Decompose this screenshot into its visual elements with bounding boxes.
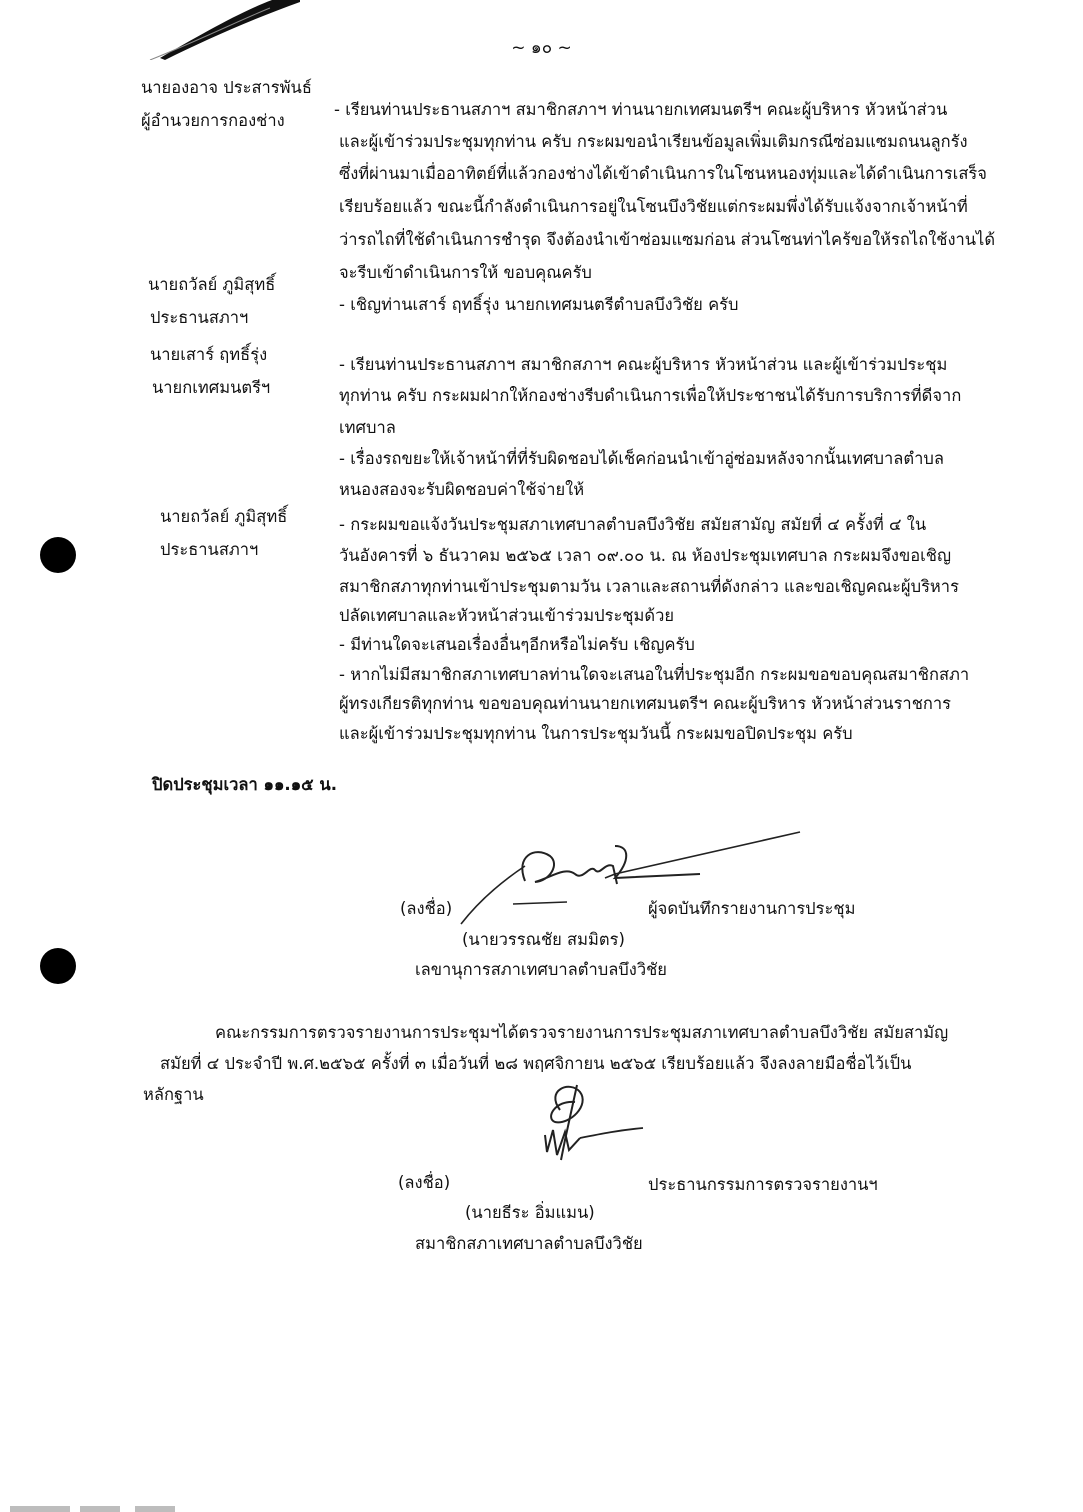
body-line: ผู้ทรงเกียรติทุกท่าน ขอขอบคุณท่านนายกเทศมนตรีฯ คณะผู้บริหาร หัวหน้าส่วนราชการ	[339, 694, 952, 713]
speaker-role: ประธานสภาฯ	[150, 308, 249, 327]
body-line: หนองสองจะรับผิดชอบค่าใช้จ่ายให้	[339, 480, 585, 499]
signer-position: เลขานุการสภาเทศบาลตำบลบึงวิชัย	[415, 960, 667, 979]
punch-hole-bottom	[40, 948, 76, 984]
body-line: ปลัดเทศบาลและหัวหน้าส่วนเข้าร่วมประชุมด้วย	[339, 606, 675, 625]
sign-label: (ลงชื่อ)	[398, 1173, 451, 1192]
body-line: - เรื่องรถขยะให้เจ้าหน้าที่ที่รับผิดชอบได้เช็คก่อนนำเข้าอู่ซ่อมหลังจากนั้นเทศบาลตำบล	[339, 449, 944, 468]
body-line: จะรีบเข้าดำเนินการให้ ขอบคุณครับ	[339, 263, 592, 282]
committee-text: คณะกรรมการตรวจรายงานการประชุมฯได้ตรวจรายงานการประชุมสภาเทศบาลตำบลบึงวิชัย สมัยสามัญ	[215, 1023, 949, 1042]
body-line: ทุกท่าน ครับ กระผมฝากให้กองช่างรีบดำเนินการเพื่อให้ประชาชนได้รับการบริการที่ดีจาก	[339, 386, 962, 405]
body-line: และผู้เข้าร่วมประชุมทุกท่าน ในการประชุมวันนี้ กระผมขอปิดประชุม ครับ	[339, 724, 853, 743]
speaker-name: นายถวัลย์ ภูมิสุทธิ์	[148, 275, 276, 294]
body-line: - เชิญท่านเสาร์ ฤทธิ์รุ่ง นายกเทศมนตรีตำบลบึงวิชัย ครับ	[339, 295, 739, 314]
page-number: ~ ๑๐ ~	[511, 38, 572, 58]
speaker-name: นายถวัลย์ ภูมิสุทธิ์	[160, 507, 288, 526]
body-line: - กระผมขอแจ้งวันประชุมสภาเทศบาลตำบลบึงวิชัย สมัยสามัญ สมัยที่ ๔ ครั้งที่ ๔ ใน	[339, 515, 927, 534]
sign-label: (ลงชื่อ)	[400, 899, 453, 918]
punch-hole-top	[40, 537, 76, 573]
body-line: วันอังคารที่ ๖ ธันวาคม ๒๕๖๕ เวลา ๐๙.๐๐ น. ณ ห้องประชุมเทศบาล กระผมจึงขอเชิญ	[339, 546, 952, 565]
scan-edge-strip	[10, 1506, 70, 1512]
body-line: เรียบร้อยแล้ว ขณะนี้กำลังดำเนินการอยู่ในโซนบึงวิชัยแต่กระผมพึ่งได้รับแจ้งจากเจ้าหน้าที่	[339, 197, 968, 216]
committee-text: สมัยที่ ๔ ประจำปี พ.ศ.๒๕๖๕ ครั้งที่ ๓ เมื่อวันที่ ๒๘ พฤศจิกายน ๒๕๖๕ เรียบร้อยแล้ว จึงลงลายมือชื่อไว้เป็น	[160, 1054, 912, 1073]
closing-time: ปิดประชุมเวลา ๑๑.๑๕ น.	[152, 775, 337, 794]
body-line: - เรียนท่านประธานสภาฯ สมาชิกสภาฯ คณะผู้บริหาร หัวหน้าส่วน และผู้เข้าร่วมประชุม	[339, 355, 948, 374]
signer-position: สมาชิกสภาเทศบาลตำบลบึงวิชัย	[415, 1234, 643, 1253]
body-line: ว่ารถไถที่ใช้ดำเนินการชำรุด จึงต้องนำเข้าซ่อมแซมก่อน ส่วนโซนท่าไคร้ขอให้รถไถใช้งานได้	[339, 230, 996, 249]
speaker-name: นายเสาร์ ฤทธิ์รุ่ง	[150, 345, 268, 364]
handwritten-signature	[525, 1080, 655, 1170]
speaker-name: นายองอาจ ประสารพันธ์	[141, 78, 312, 97]
speaker-role: ประธานสภาฯ	[160, 540, 259, 559]
signer-name: (นายธีระ อิ่มแมน)	[465, 1203, 595, 1222]
body-line: สมาชิกสภาทุกท่านเข้าประชุมตามวัน เวลาและสถานที่ดังกล่าว และขอเชิญคณะผู้บริหาร	[339, 577, 959, 596]
signer-role: ผู้จดบันทึกรายงานการประชุม	[648, 899, 856, 918]
speaker-role: ผู้อำนวยการกองช่าง	[141, 111, 285, 130]
committee-text: หลักฐาน	[143, 1085, 204, 1104]
body-line: - หากไม่มีสมาชิกสภาเทศบาลท่านใดจะเสนอในที่ประชุมอีก กระผมขอขอบคุณสมาชิกสภา	[339, 665, 970, 684]
signer-name: (นายวรรณชัย สมมิตร)	[462, 930, 625, 949]
body-line: และผู้เข้าร่วมประชุมทุกท่าน ครับ กระผมขอนำเรียนข้อมูลเพิ่มเติมกรณีซ่อมแซมถนนลูกรัง	[339, 132, 968, 151]
scan-edge-strip	[80, 1506, 120, 1512]
body-line: - มีท่านใดจะเสนอเรื่องอื่นๆอีกหรือไม่ครับ เชิญครับ	[339, 635, 695, 654]
body-line: ซึ่งที่ผ่านมาเมื่ออาทิตย์ที่แล้วกองช่างได้เข้าดำเนินการในโซนหนองทุ่มและได้ดำเนินการเสร็จ	[339, 164, 987, 183]
body-line: เทศบาล	[339, 418, 396, 437]
signer-role: ประธานกรรมการตรวจรายงานฯ	[648, 1175, 878, 1194]
body-line: - เรียนท่านประธานสภาฯ สมาชิกสภาฯ ท่านนายกเทศมนตรีฯ คณะผู้บริหาร หัวหน้าส่วน	[334, 100, 948, 119]
scan-edge-strip	[135, 1506, 175, 1512]
speaker-role: นายกเทศมนตรีฯ	[152, 378, 271, 397]
